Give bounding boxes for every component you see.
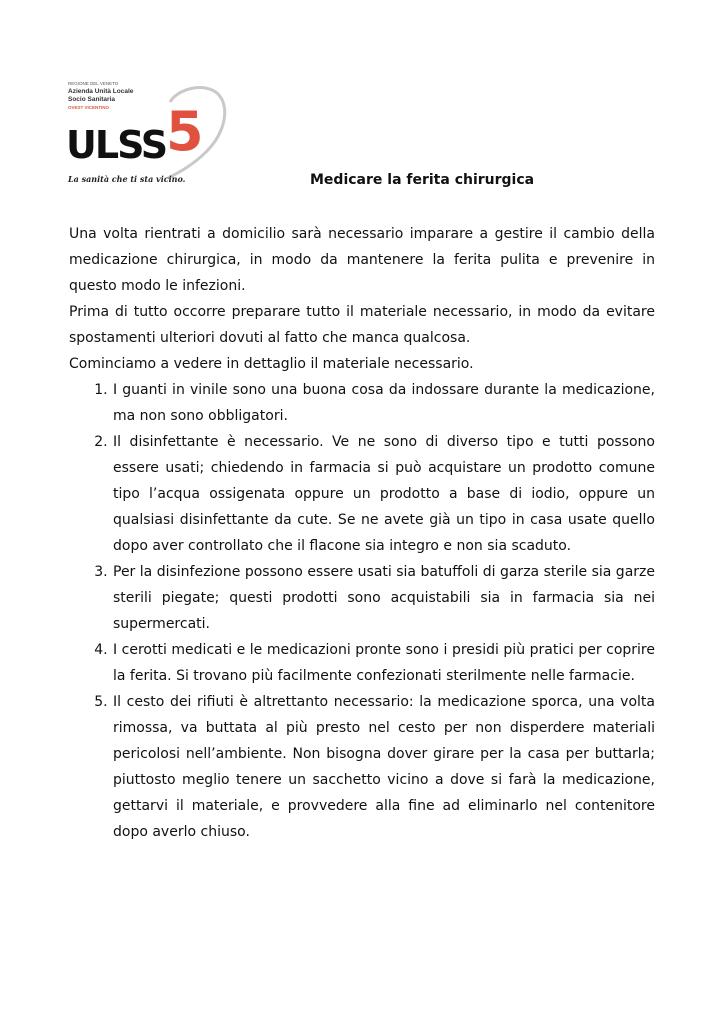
- logo-mark: ULSS: [66, 123, 167, 167]
- list-item: 2. Il disinfettante è necessario. Ve ne sono di diverso tipo e tutti possono essere usati; chiedendo in farmacia si può acquistare un prodotto comune tipo l’acqua ossigenata oppure un prodotto a base di iodio, oppure un qualsiasi disinfettante da cute. Se ne avete già un tipo in casa usate quello dopo aver controllato che il flacone sia integro e non sia scaduto.: [112, 429, 655, 559]
- logo-tagline: La sanità che ti sta vicino.: [68, 174, 186, 184]
- logo-text-block: [68, 80, 133, 112]
- paragraph: Prima di tutto occorre preparare tutto il materiale necessario, in modo da evitare spostamenti ulteriori dovuti al fatto che manca qualcosa.: [69, 304, 655, 346]
- document-body: [69, 221, 655, 845]
- page-title: Medicare la ferita chirurgica: [310, 172, 535, 188]
- list-item: 3. Per la disinfezione possono essere usati sia batuffoli di garza sterile sia garze sterili piegate; questi prodotti sono acquistabili sia in farmacia sia nei supermercati.: [112, 559, 655, 637]
- list-item: 1. I guanti in vinile sono una buona cosa da indossare durante la medicazione, ma non sono obbligatori.: [112, 377, 655, 429]
- materials-list: [69, 377, 655, 845]
- paragraph: Una volta rientrati a domicilio sarà necessario imparare a gestire il cambio della medicazione chirurgica, in modo da mantenere la ferita pulita e prevenire in questo modo le infezioni.: [69, 226, 655, 294]
- logo-azienda: Azienda Unità Locale: [68, 88, 134, 95]
- ulss5-logo: [66, 80, 231, 190]
- logo-district: OVEST VICENTINO: [68, 105, 110, 110]
- logo-socio: Socio Sanitaria: [68, 96, 115, 103]
- list-item: 5. Il cesto dei rifiuti è altrettanto necessario: la medicazione sporca, una volta rimossa, va buttata al più presto nel cesto per non disperdere materiali pericolosi nell’ambiente. Non bisogna dover girare per la casa per buttarla; piuttosto meglio tenere un sacchetto vicino a dove si farà la medicazione, gettarvi il materiale, e provvedere alla fine ad eliminarlo nel contenitore dopo averlo chiuso.: [112, 689, 655, 845]
- logo-region: REGIONE DEL VENETO: [68, 81, 119, 86]
- list-item: 4. I cerotti medicati e le medicazioni pronte sono i presidi più pratici per coprire la ferita. Si trovano più facilmente confezionati sterilmente nelle farmacie.: [112, 637, 655, 689]
- logo-number: 5: [166, 100, 204, 163]
- paragraph: Cominciamo a vedere in dettaglio il materiale necessario.: [69, 356, 474, 372]
